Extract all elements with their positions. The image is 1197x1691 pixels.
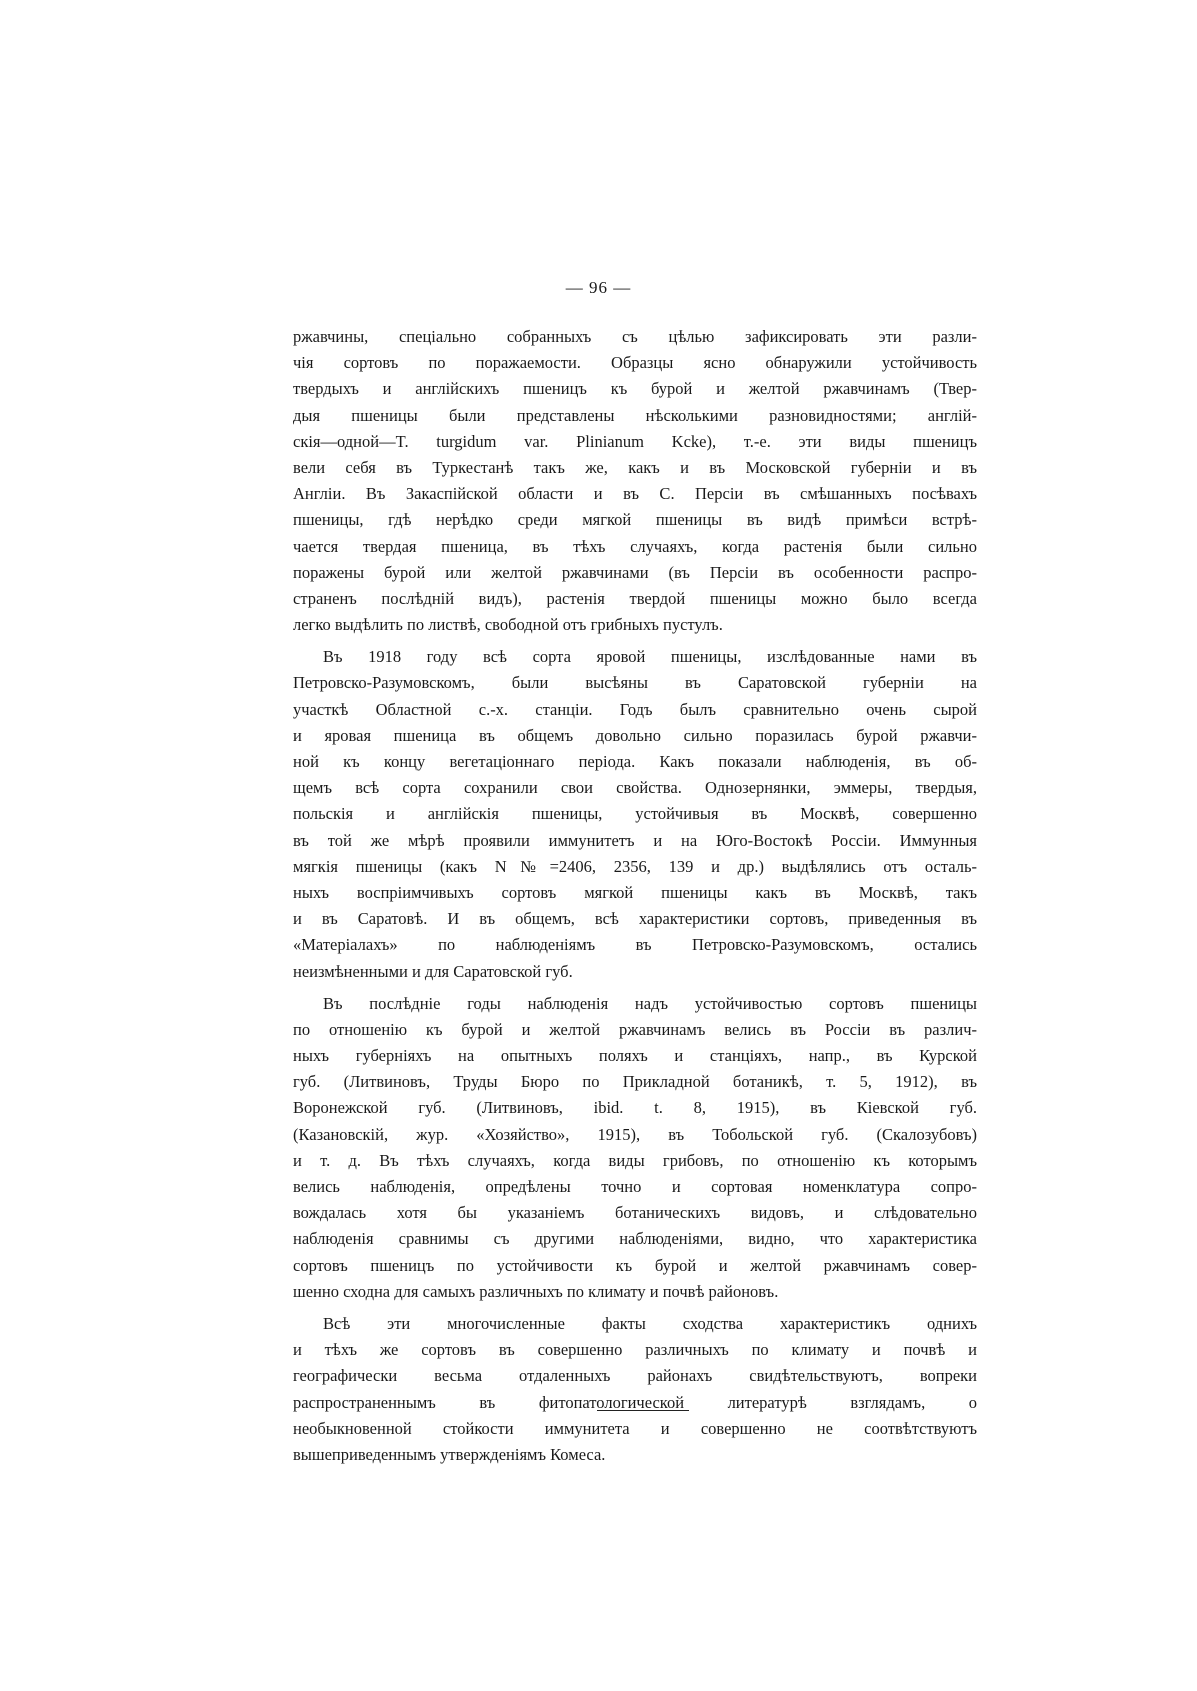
text-line: вождалась хотя бы указаніемъ ботаническихъ видовъ, и слѣдовательно [293,1203,977,1223]
paragraph [293,644,977,984]
text-line: Въ послѣдніе годы наблюденія надъ устойчивостью сортовъ пшеницы [323,993,977,1013]
text-line: щемъ всѣ сорта сохранили свои свойства. Однозернянки, эммеры, твердыя, [293,778,977,798]
text-line: поражены бурой или желтой ржавчинами (въ Персіи въ особенности распро- [293,562,977,582]
text-line: наблюденія сравнимы съ другими наблюденіями, видно, что характеристика [293,1229,977,1249]
text-line: въ той же мѣрѣ проявили иммунитетъ и на Юго-Востокѣ Россіи. Иммунныя [293,830,977,850]
text-line: пшеницы, гдѣ нерѣдко среди мягкой пшеницы въ видѣ примѣси встрѣ- [293,510,977,530]
paragraph [293,324,977,638]
text-line: Въ 1918 году всѣ сорта яровой пшеницы, изслѣдованные нами въ [323,647,977,667]
section-divider [597,1410,689,1411]
text-line: и яровая пшеница въ общемъ довольно сильно поразилась бурой ржавчи- [293,725,977,745]
text-line: Петровско-Разумовскомъ, были высѣяны въ Саратовской губерніи на [293,673,977,693]
text-line: распространеннымъ въ фитопатологической литературѣ взглядамъ, о [293,1392,977,1412]
text-line: дыя пшеницы были представлены нѣсколькими разновидностями; англій- [293,405,977,425]
text-line: Всѣ эти многочисленные факты сходства характеристикъ однихъ [323,1313,977,1333]
text-line: ной къ концу вегетаціоннаго періода. Какъ показали наблюденія, въ об- [293,752,977,771]
text-line: сортовъ пшеницъ по устойчивости къ бурой и желтой ржавчинамъ совер- [293,1255,977,1275]
text-line: чія сортовъ по поражаемости. Образцы ясно обнаружили устойчивость [293,353,977,373]
text-line: польскія и англійскія пшеницы, устойчивыя въ Москвѣ, совершенно [293,804,977,824]
text-line: участкѣ Областной с.-х. станціи. Годъ былъ сравнительно очень сырой [293,699,977,719]
text-line: скія—одной—T. turgidum var. Plinianum Kcke), т.-е. эти виды пшеницъ [293,431,977,451]
text-line: шенно сходна для самыхъ различныхъ по климату и почвѣ районовъ. [293,1281,779,1301]
text-line: (Казановскій, жур. «Хозяйство», 1915), въ Тобольской губ. (Скалозубовъ) [293,1124,977,1144]
text-line: вышеприведеннымъ утвержденіямъ Комеса. [293,1444,606,1464]
text-line: губ. (Литвиновъ, Труды Бюро по Прикладной ботаникѣ, т. 5, 1912), въ [293,1072,977,1092]
text-line: легко выдѣлить по листвѣ, свободной отъ грибныхъ пустулъ. [293,615,723,635]
text-line: и тѣхъ же сортовъ въ совершенно различныхъ по климату и почвѣ и [293,1340,977,1360]
paragraph [293,1311,977,1468]
text-line: Англіи. Въ Закаспійской области и въ С. Персіи въ смѣшанныхъ посѣвахъ [293,484,977,504]
paragraph [293,991,977,1305]
text-line: Воронежской губ. (Литвиновъ, ibid. t. 8, 1915), въ Кіевской губ. [293,1098,977,1118]
page-number: — 96 — [565,278,632,297]
text-line: ныхъ губерніяхъ на опытныхъ поляхъ и станціяхъ, напр., въ Курской [293,1046,977,1066]
text-line: вели себя въ Туркестанѣ такъ же, какъ и въ Московской губерніи и въ [293,457,977,477]
text-line: ржавчины, спеціально собранныхъ съ цѣлью зафиксировать эти разли- [293,327,977,346]
text-line: неизмѣненными и для Саратовской губ. [293,961,573,981]
text-line: велись наблюденія, опредѣлены точно и сортовая номенклатура сопро- [293,1177,977,1196]
text-line: мягкія пшеницы (какъ N№=2406, 2356, 139 и др.) выдѣлялись отъ осталь- [293,856,977,876]
body-text [293,324,977,1474]
text-line: необыкновенной стойкости иммунитета и совершенно не соотвѣтствуютъ [293,1418,977,1438]
text-line: ныхъ воспріимчивыхъ сортовъ мягкой пшеницы какъ въ Москвѣ, такъ [293,882,977,902]
text-line: чается твердая пшеница, въ тѣхъ случаяхъ, когда растенія были сильно [293,536,977,556]
text-line: и т. д. Въ тѣхъ случаяхъ, когда виды грибовъ, по отношенію къ которымъ [293,1150,977,1170]
text-line: страненъ послѣдній видъ), растенія твердой пшеницы можно было всегда [293,588,977,608]
text-line: и въ Саратовѣ. И въ общемъ, всѣ характеристики сортовъ, приведенныя въ [293,909,977,929]
text-line: географически весьма отдаленныхъ районахъ свидѣтельствуютъ, вопреки [293,1366,977,1386]
text-line: твердыхъ и англійскихъ пшеницъ къ бурой и желтой ржавчинамъ (Твер- [293,379,977,399]
text-line: «Матеріалахъ» по наблюденіямъ въ Петровско-Разумовскомъ, остались [293,935,977,955]
text-line: по отношенію къ бурой и желтой ржавчинамъ велись въ Россіи въ различ- [293,1019,977,1039]
